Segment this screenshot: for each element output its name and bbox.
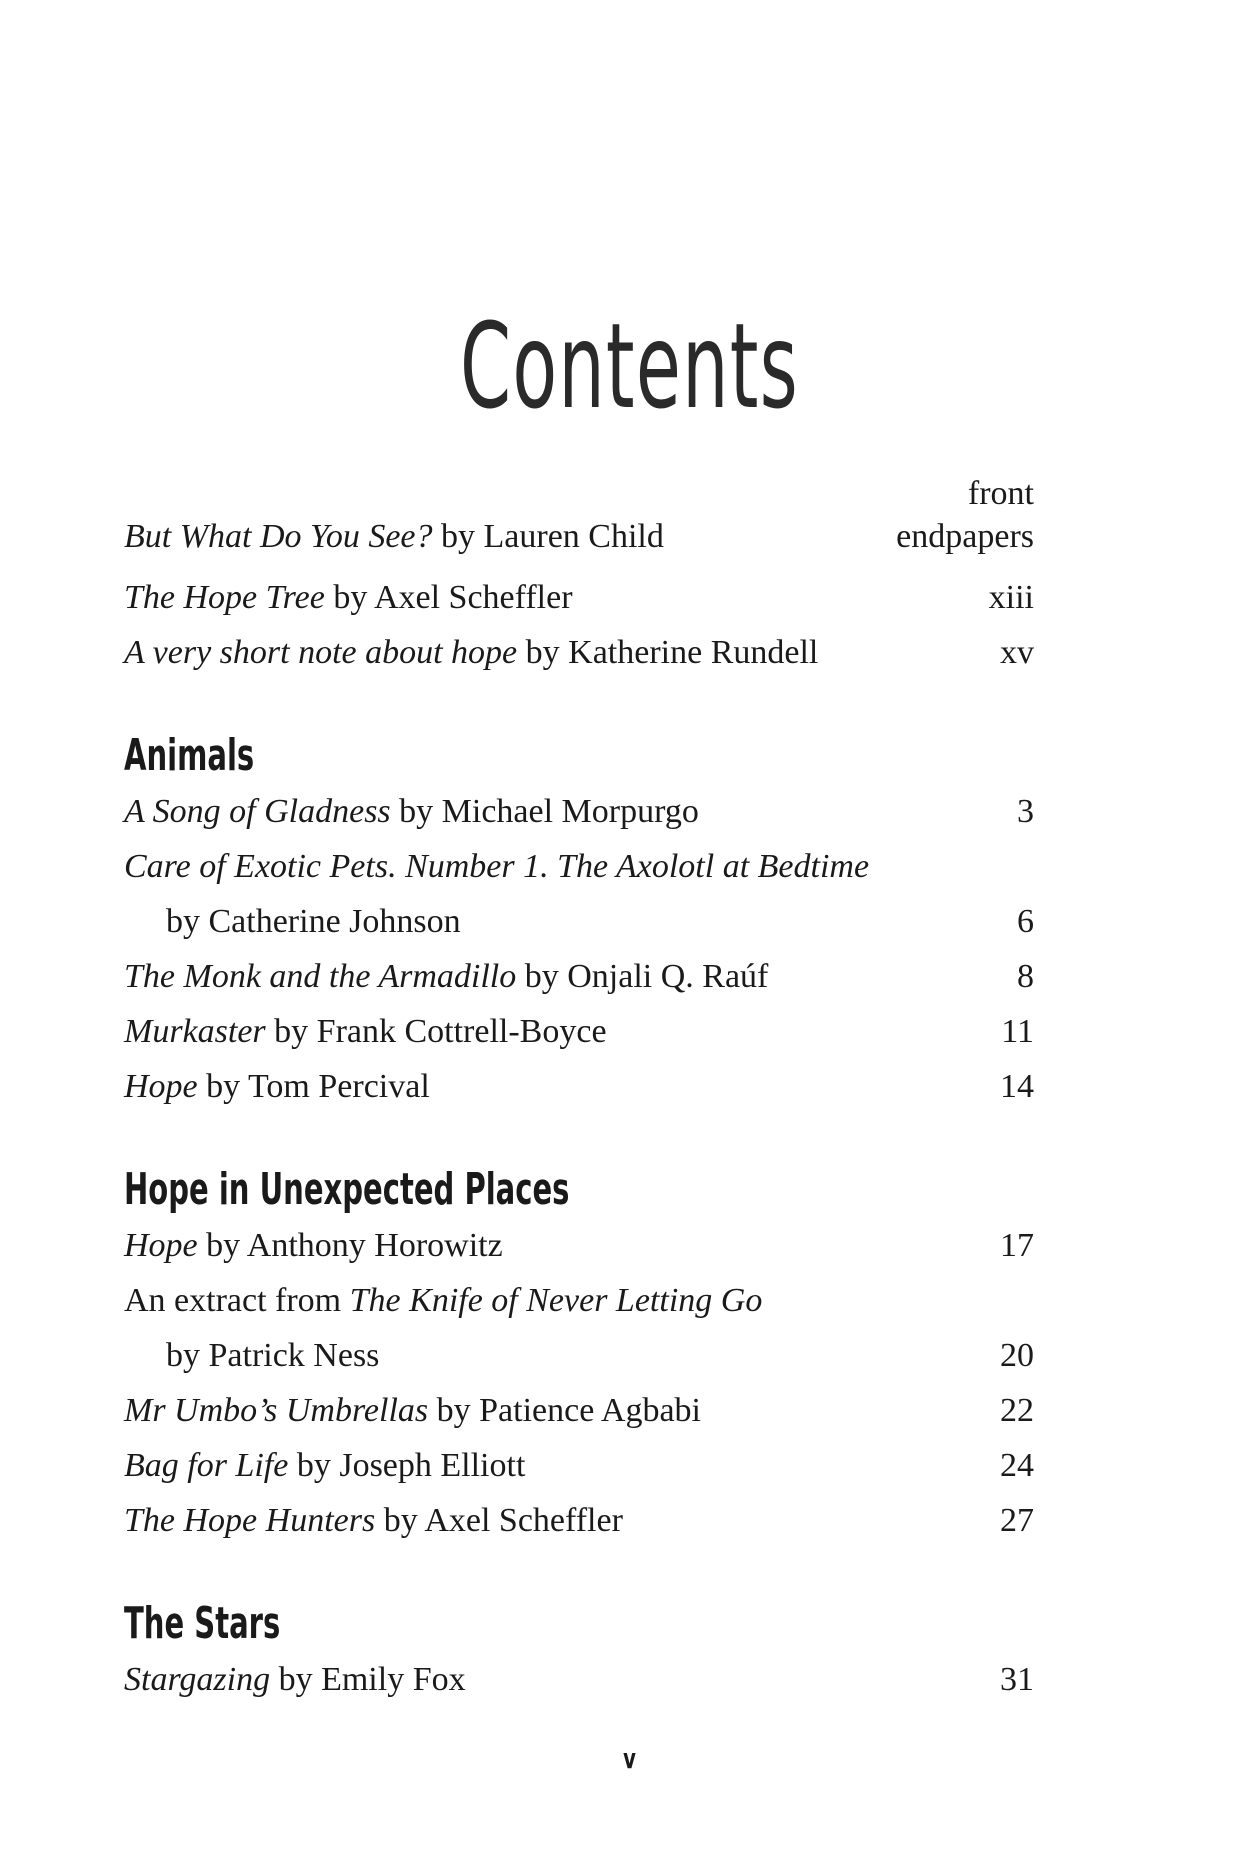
entry-page: 20 [1000,1337,1034,1374]
entry-page [896,472,1034,558]
entry-byline: by Katherine Rundell [517,634,819,671]
entry-text [124,570,573,625]
entry-text [124,784,699,839]
toc-entry [124,472,1034,558]
entry-title: A Song of Gladness [124,793,391,830]
entry-byline: by Patrick Ness [166,1337,380,1374]
entry-text [124,1493,623,1548]
entry-byline: by Catherine Johnson [166,903,461,940]
page-number: v [623,1742,636,1775]
entry-byline: by Axel Scheffler [324,579,573,616]
entry-page: xv [1000,634,1034,671]
entry-title: Hope [124,1227,198,1264]
table-of-contents [124,472,1034,1707]
entry-title: The Knife of Never Letting Go [349,1282,763,1319]
page-title: Contents [459,297,800,436]
entry-title: Stargazing [124,1661,271,1698]
entry-title: The Hope Tree [124,579,325,616]
entry-title: The Hope Hunters [124,1502,376,1539]
toc-entry [124,1652,1034,1707]
entry-page: 24 [1000,1447,1034,1484]
entry-byline: by Emily Fox [270,1661,466,1698]
section-heading: The Stars [124,1598,281,1649]
toc-entry [124,1438,1034,1493]
entry-page: 6 [1017,903,1034,940]
toc-entry [124,1273,1034,1328]
entry-title: Bag for Life [124,1447,289,1484]
toc-entry [124,839,1034,894]
entry-prefix: An extract from [124,1282,350,1319]
entry-page: 31 [1000,1661,1034,1698]
entry-title: Murkaster [124,1013,266,1050]
section-heading: Animals [124,730,255,781]
entry-byline: by Patience Agbabi [428,1392,702,1429]
entry-byline: by Michael Morpurgo [390,793,699,830]
entry-title: Hope [124,1068,198,1105]
entry-text [124,1004,607,1059]
entry-text [124,625,818,680]
entry-byline: by Tom Percival [197,1068,430,1105]
toc-entry-continuation [124,894,1034,949]
entry-text [124,1652,466,1707]
entry-text [124,1273,762,1328]
entry-title: But What Do You See? [124,518,433,555]
entry-page: xiii [988,579,1034,616]
entry-text [124,949,768,1004]
toc-entry [124,570,1034,625]
entry-title: Care of Exotic Pets. Number 1. The Axolotl at Bedtime [124,848,870,885]
toc-entry [124,784,1034,839]
entry-text [124,1438,525,1493]
entry-byline: by Onjali Q. Raúf [516,958,769,995]
toc-entry-continuation [124,1328,1034,1383]
section-heading: Hope in Unexpected Places [124,1164,570,1215]
entry-page: 22 [1000,1392,1034,1429]
entry-text [124,1059,430,1114]
entry-page: 3 [1017,793,1034,830]
entry-byline: by Lauren Child [432,518,664,555]
entry-page: 14 [1000,1068,1034,1105]
entry-title: Mr Umbo’s Umbrellas [124,1392,429,1429]
toc-entry [124,1493,1034,1548]
entry-page-line-1: front [967,475,1034,512]
entry-page: 11 [1001,1013,1034,1050]
entry-text [124,1383,701,1438]
entry-byline: by Frank Cottrell-Boyce [265,1013,607,1050]
entry-byline: by Anthony Horowitz [197,1227,503,1264]
entry-text [124,1218,503,1273]
entry-page: 17 [1000,1227,1034,1264]
toc-entry [124,625,1034,680]
entry-text [124,839,869,894]
entry-title: The Monk and the Armadillo [124,958,517,995]
entry-byline: by Axel Scheffler [375,1502,623,1539]
entry-title: A very short note about hope [124,634,518,671]
toc-entry [124,1383,1034,1438]
entry-page: 27 [1000,1502,1034,1539]
entry-text [124,515,664,558]
entry-byline: by Joseph Elliott [288,1447,526,1484]
entry-page-line-2: endpapers [896,518,1034,555]
toc-entry [124,1059,1034,1114]
toc-entry [124,1004,1034,1059]
toc-entry [124,949,1034,1004]
toc-entry [124,1218,1034,1273]
entry-page: 8 [1017,958,1034,995]
